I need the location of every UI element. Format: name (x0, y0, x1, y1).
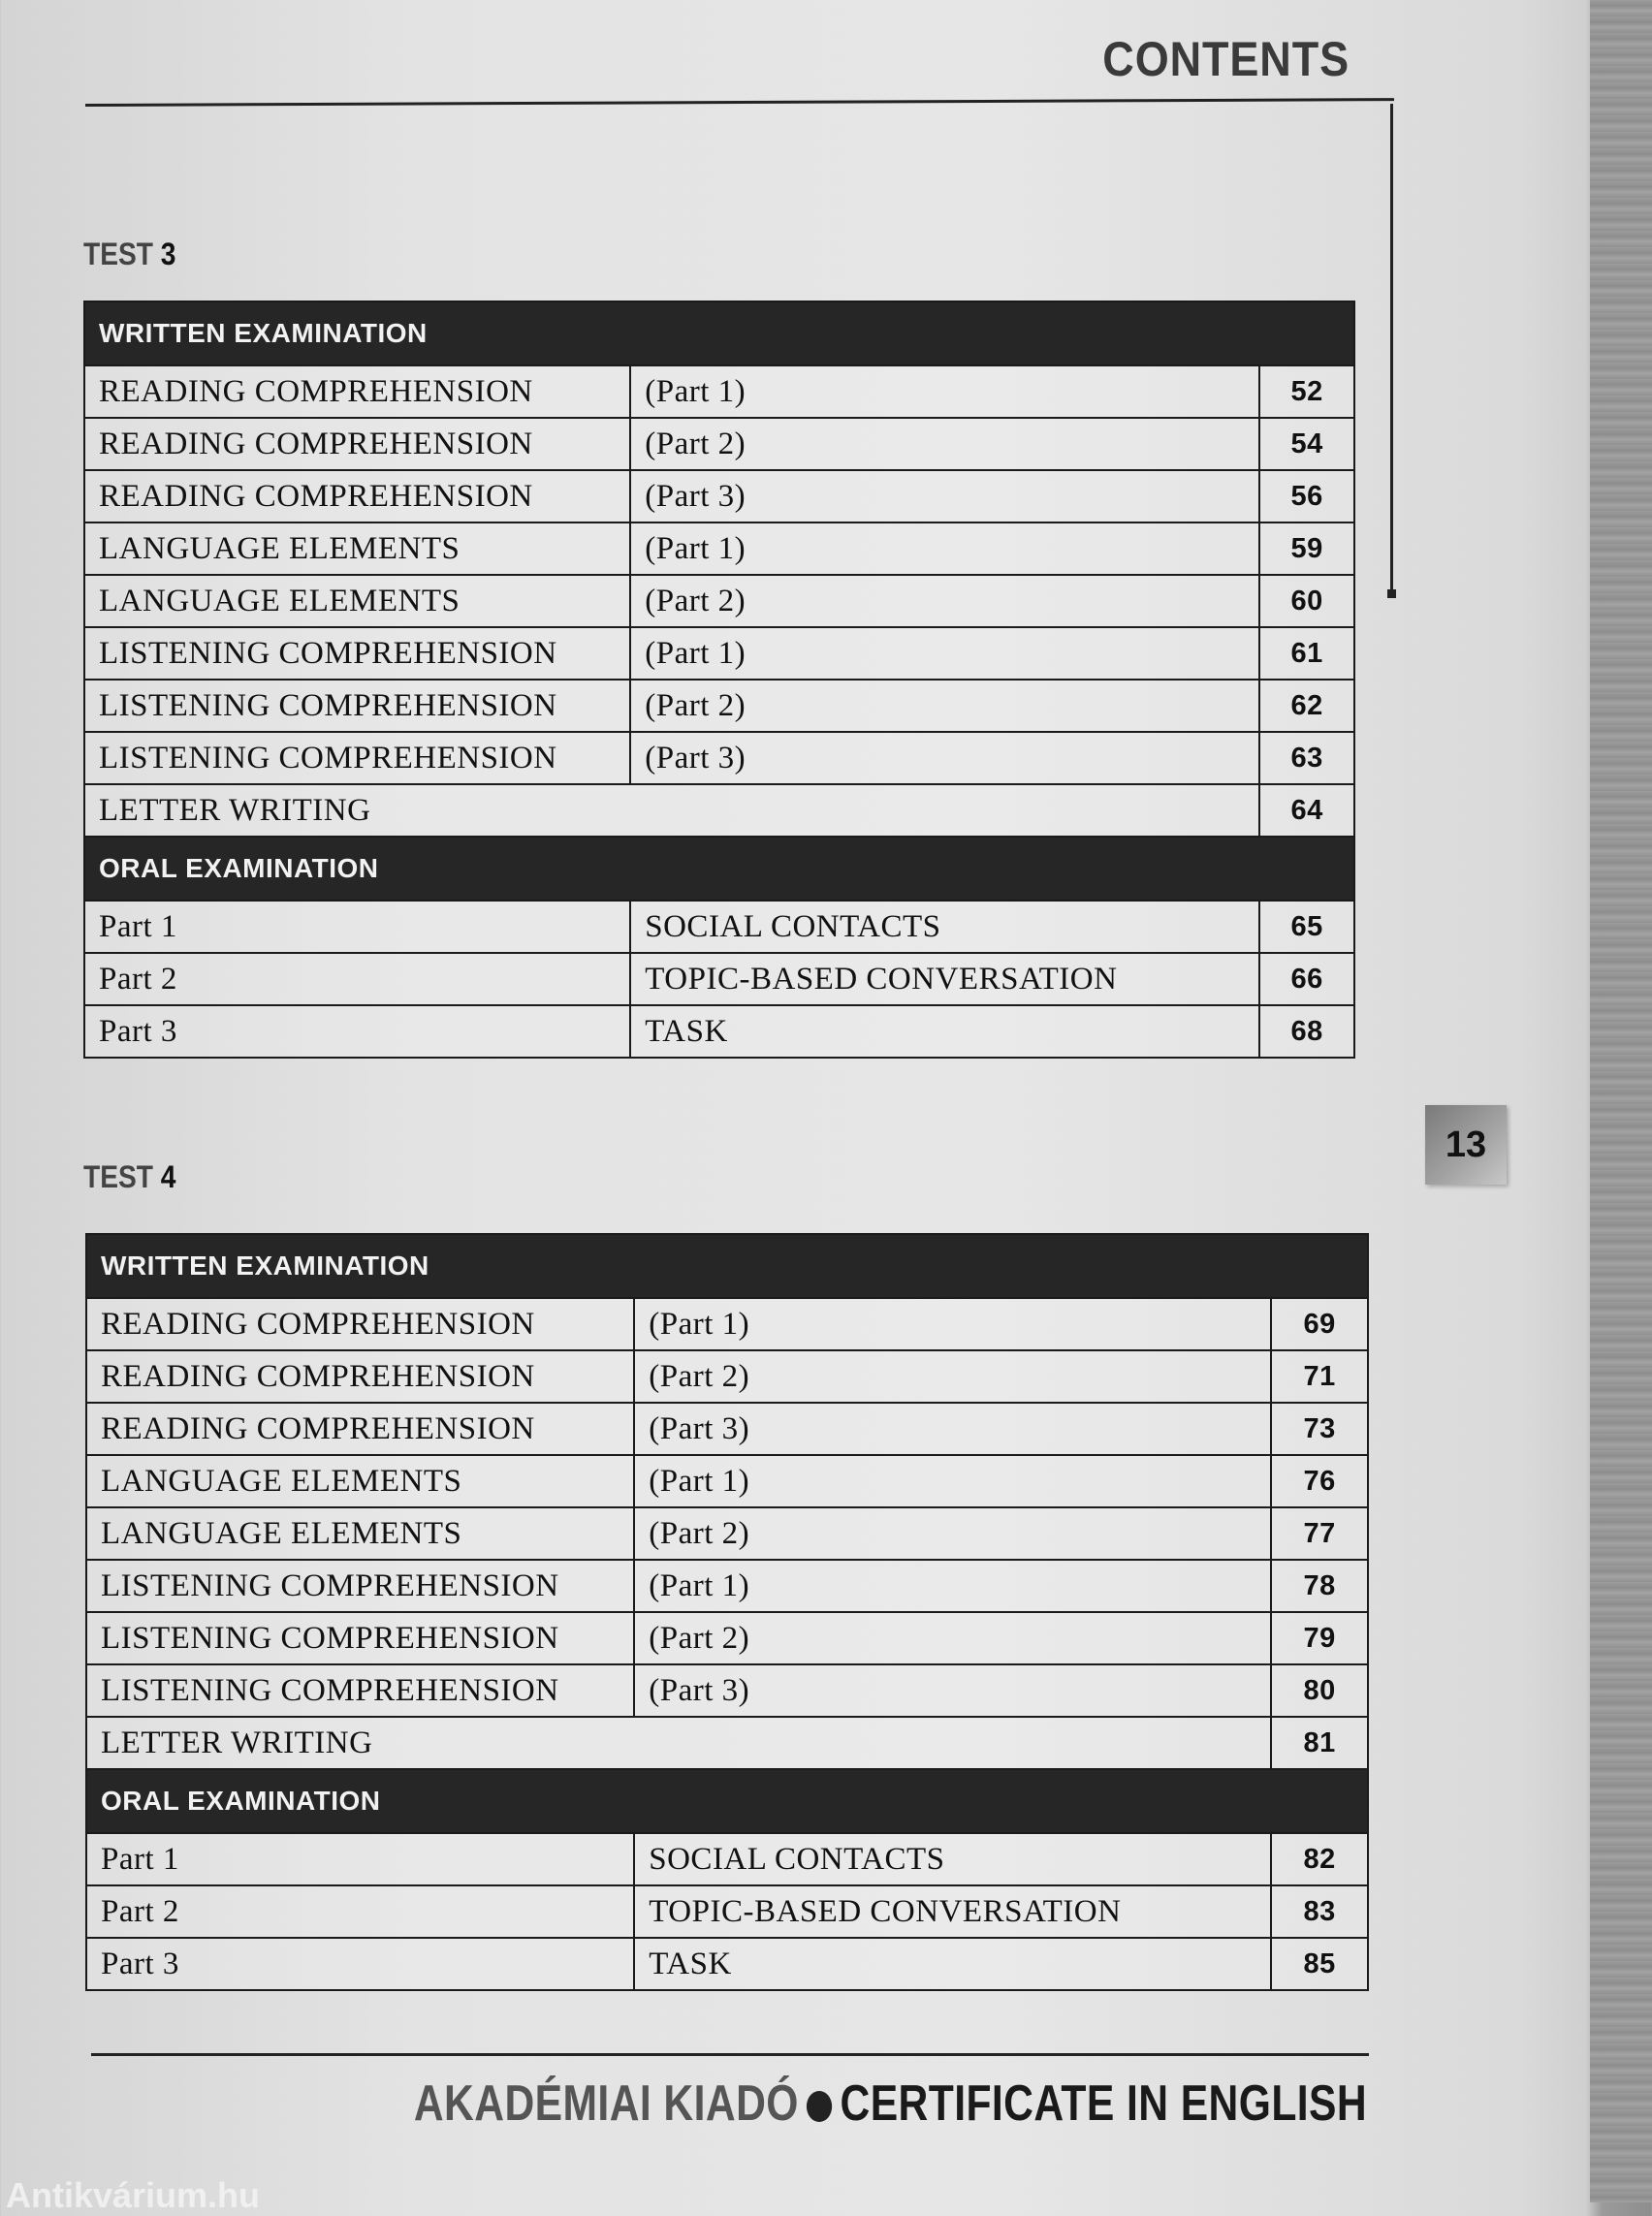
part-label: (Part 1) (634, 1455, 1271, 1507)
test-4-contents-table (85, 1233, 1369, 1991)
section-name: READING COMPREHENSION (86, 1350, 634, 1403)
test-label-number: 4 (160, 1159, 176, 1194)
frame-top-rule (85, 98, 1394, 107)
section-name: LETTER WRITING (84, 784, 1259, 837)
page-number: 65 (1259, 901, 1354, 953)
part-label: (Part 1) (630, 522, 1259, 575)
test-3-label (83, 237, 175, 272)
page-edge (1590, 0, 1652, 2202)
table-row[interactable] (86, 1455, 1368, 1507)
table-row[interactable] (84, 1005, 1354, 1058)
part-label: (Part 1) (630, 365, 1259, 418)
part-label: (Part 2) (630, 680, 1259, 732)
part-label: (Part 3) (634, 1403, 1271, 1455)
written-examination-heading: WRITTEN EXAMINATION (86, 1234, 1368, 1298)
part-label: Part 3 (86, 1938, 634, 1990)
test-label-number: 3 (160, 237, 176, 271)
table-row[interactable] (84, 901, 1354, 953)
section-header (86, 1234, 1368, 1298)
page-number: 63 (1259, 732, 1354, 784)
topic-name: SOCIAL CONTACTS (630, 901, 1259, 953)
table-row[interactable] (84, 784, 1354, 837)
test-4-label (83, 1159, 175, 1195)
oral-examination-heading: ORAL EXAMINATION (84, 837, 1354, 901)
part-label: Part 2 (84, 953, 630, 1005)
part-label: Part 3 (84, 1005, 630, 1058)
section-name: LANGUAGE ELEMENTS (86, 1507, 634, 1560)
test-label-prefix: TEST (83, 1159, 153, 1194)
page-number: 77 (1271, 1507, 1368, 1560)
page-number-tab: 13 (1425, 1105, 1507, 1185)
part-label: (Part 2) (634, 1350, 1271, 1403)
section-name: READING COMPREHENSION (84, 470, 630, 522)
bullet-icon (807, 2091, 832, 2122)
page-number: 73 (1271, 1403, 1368, 1455)
page-number: 66 (1259, 953, 1354, 1005)
section-name: READING COMPREHENSION (84, 418, 630, 470)
section-name: LISTENING COMPREHENSION (84, 627, 630, 680)
section-name: READING COMPREHENSION (86, 1403, 634, 1455)
table-row[interactable] (84, 418, 1354, 470)
topic-name: TOPIC-BASED CONVERSATION (630, 953, 1259, 1005)
part-label: Part 1 (86, 1833, 634, 1885)
topic-name: SOCIAL CONTACTS (634, 1833, 1271, 1885)
topic-name: TOPIC-BASED CONVERSATION (634, 1885, 1271, 1938)
section-header (84, 301, 1354, 365)
part-label: (Part 2) (634, 1507, 1271, 1560)
page-number: 69 (1271, 1298, 1368, 1350)
table-row[interactable] (84, 680, 1354, 732)
table-row[interactable] (86, 1350, 1368, 1403)
part-label: (Part 2) (634, 1612, 1271, 1664)
written-examination-heading: WRITTEN EXAMINATION (84, 301, 1354, 365)
page-number: 54 (1259, 418, 1354, 470)
table-row[interactable] (86, 1938, 1368, 1990)
table-row[interactable] (84, 470, 1354, 522)
page-number: 61 (1259, 627, 1354, 680)
page-number: 83 (1271, 1885, 1368, 1938)
table-row[interactable] (86, 1298, 1368, 1350)
part-label: (Part 1) (630, 627, 1259, 680)
table-row[interactable] (86, 1560, 1368, 1612)
page-number: 68 (1259, 1005, 1354, 1058)
test-3-contents-table (83, 301, 1355, 1059)
book-title: CERTIFICATE IN ENGLISH (840, 2075, 1367, 2132)
page-number: 71 (1271, 1350, 1368, 1403)
table-row[interactable] (84, 732, 1354, 784)
part-label: (Part 3) (634, 1664, 1271, 1717)
contents-title: CONTENTS (1102, 32, 1350, 86)
footer-rule (91, 2053, 1369, 2056)
topic-name: TASK (634, 1938, 1271, 1990)
test-label-prefix: TEST (83, 237, 153, 271)
section-name: READING COMPREHENSION (86, 1298, 634, 1350)
section-name: LANGUAGE ELEMENTS (84, 522, 630, 575)
table-row[interactable] (84, 575, 1354, 627)
page-number: 78 (1271, 1560, 1368, 1612)
publisher-name: AKADÉMIAI KIADÓ (413, 2075, 799, 2132)
section-name: LETTER WRITING (86, 1717, 1271, 1769)
part-label: Part 1 (84, 901, 630, 953)
footer (414, 2074, 1367, 2133)
table-row[interactable] (86, 1403, 1368, 1455)
oral-examination-heading: ORAL EXAMINATION (86, 1769, 1368, 1833)
section-name: LANGUAGE ELEMENTS (86, 1455, 634, 1507)
topic-name: TASK (630, 1005, 1259, 1058)
page-number: 79 (1271, 1612, 1368, 1664)
page-number: 64 (1259, 784, 1354, 837)
table-row[interactable] (84, 522, 1354, 575)
page-number: 85 (1271, 1938, 1368, 1990)
part-label: Part 2 (86, 1885, 634, 1938)
page-number: 76 (1271, 1455, 1368, 1507)
table-row[interactable] (84, 365, 1354, 418)
section-name: LISTENING COMPREHENSION (86, 1612, 634, 1664)
part-label: (Part 2) (630, 575, 1259, 627)
table-row[interactable] (86, 1612, 1368, 1664)
watermark: Antikvárium.hu (6, 2175, 261, 2215)
table-row[interactable] (84, 627, 1354, 680)
table-row[interactable] (86, 1833, 1368, 1885)
page-number: 52 (1259, 365, 1354, 418)
section-name: LISTENING COMPREHENSION (84, 732, 630, 784)
table-row[interactable] (86, 1717, 1368, 1769)
section-name: LISTENING COMPREHENSION (84, 680, 630, 732)
section-name: READING COMPREHENSION (84, 365, 630, 418)
page-number: 82 (1271, 1833, 1368, 1885)
page-number: 62 (1259, 680, 1354, 732)
page-number: 60 (1259, 575, 1354, 627)
frame-corner-dot (1387, 589, 1396, 598)
page-number: 56 (1259, 470, 1354, 522)
part-label: (Part 3) (630, 732, 1259, 784)
section-header (86, 1769, 1368, 1833)
part-label: (Part 2) (630, 418, 1259, 470)
section-name: LISTENING COMPREHENSION (86, 1560, 634, 1612)
table-row[interactable] (86, 1664, 1368, 1717)
part-label: (Part 1) (634, 1298, 1271, 1350)
section-name: LISTENING COMPREHENSION (86, 1664, 634, 1717)
section-header (84, 837, 1354, 901)
section-name: LANGUAGE ELEMENTS (84, 575, 630, 627)
page-number: 81 (1271, 1717, 1368, 1769)
table-row[interactable] (84, 953, 1354, 1005)
page-number: 80 (1271, 1664, 1368, 1717)
part-label: (Part 1) (634, 1560, 1271, 1612)
table-row[interactable] (86, 1507, 1368, 1560)
frame-right-rule (1390, 104, 1393, 596)
table-row[interactable] (86, 1885, 1368, 1938)
page-number: 59 (1259, 522, 1354, 575)
part-label: (Part 3) (630, 470, 1259, 522)
